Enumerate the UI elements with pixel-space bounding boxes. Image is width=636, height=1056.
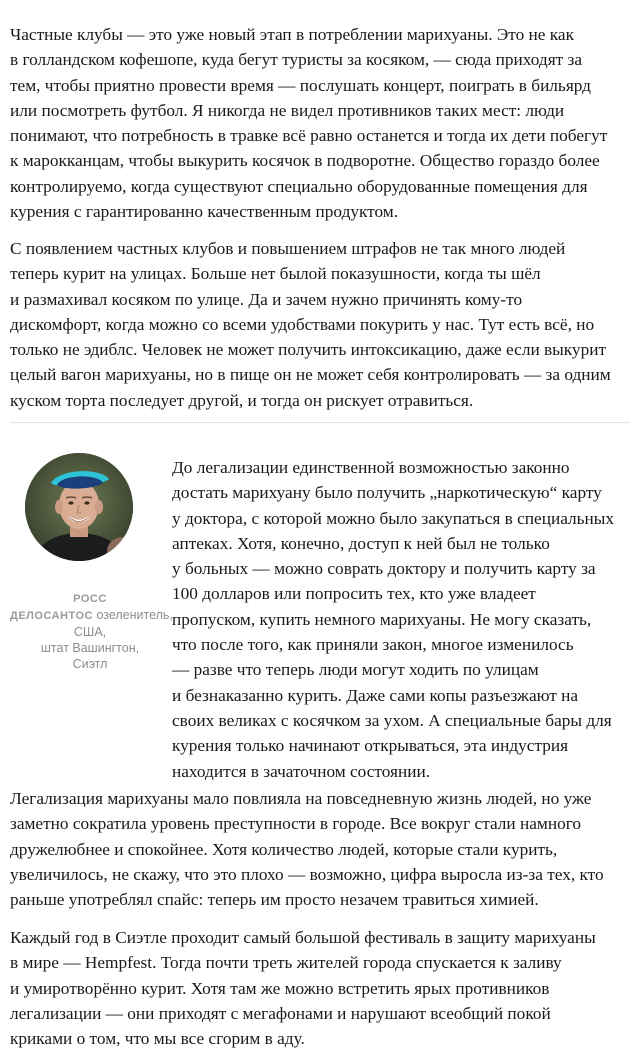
person-photo [25,453,133,561]
paragraph: Частные клубы — это уже новый этап в потреблении марихуаны. Это не как в голландском кофешопе, куда бегут туристы за косяком, — сюда приходят за тем, чтобы приятно провести время — послушать концерт, поиграть в бильярд или посмотреть футбол. Я никогда не видел противников таких мест: люди понимают, что потребность в травке всё равно останется и тогда их дети побегут к марокканцам, чтобы выкурить косячок в подворотне. Общество гораздо более контролируемо, когда существуют специально оборудованные помещения для курения с гарантированно качественным продуктом. [10,25,608,222]
person-name-last: ДЕЛОСАНТОС [10,610,93,622]
avatar [25,453,133,561]
section-divider [10,422,630,423]
paragraph: Каждый год в Сиэтле проходит самый большой фестиваль в защиту марихуаны в мире — Hempfest. Тогда почти треть жителей города спускается к заливу и умиротворённо курит. Хотя там же можно встретить ярых противников легализации — они приходят с мегафонами и нарушают всеобщий покой криками о том, что мы все сгорим в аду. [10,928,596,1049]
person-name-last-line [10,607,173,624]
person-location-state: штат Вашингтон, [40,641,140,655]
person-caption [10,591,173,672]
person-name-first: РОСС [73,593,107,605]
paragraph: С появлением частных клубов и повышением штрафов не так много людей теперь курит на улицах. Больше нет былой показушности, когда ты шёл и размахивал косяком по улице. Да и зачем нужно причинять кому-то дискомфорт, когда можно со всеми удобствами покурить у нас. Тут есть всё, но только не эдиблс. Человек не может получить интоксикацию, даже если выкурит целый вагон марихуаны, но в пище он не может себя контролировать — за одним куском торта последует другой, и тогда он рискует отравиться. [10,239,611,410]
person-role: озеленитель, [96,608,173,622]
person-location-city: Сиэтл [72,657,108,671]
paragraph: Легализация марихуаны мало повлияла на повседневную жизнь людей, но уже заметно сократила уровень преступности в городе. Все вокруг стали намного дружелюбнее и спокойнее. Хотя количество людей, которые стали курить, увеличилось, не скажу, что это плохо — возможно, цифра выросла из-за тех, кто раньше употреблял спайс: теперь им просто незачем травиться химией. [10,789,604,910]
quote-text: До легализации единственной возможностью законно достать марихуану было получить „наркотическую“ карту у доктора, с которой можно было закупаться в специальных аптеках. Хотя, конечно, доступ к ней был не только у больных — можно соврать доктору и получить карту за 100 долларов или попросить тех, кто уже владеет пропуском, купить немного марихуаны. Не могу сказать, что после того, как приняли закон, многое изменилось — разве что теперь люди могут ходить по улицам и безнаказанно курить. Даже сами копы разъезжают на своих великах с косячком за ухом. А специальные бары для курения только начинают открываться, эта индустрия находится в зачаточном состоянии. [172,458,615,781]
person-location-country: США, [73,625,107,639]
